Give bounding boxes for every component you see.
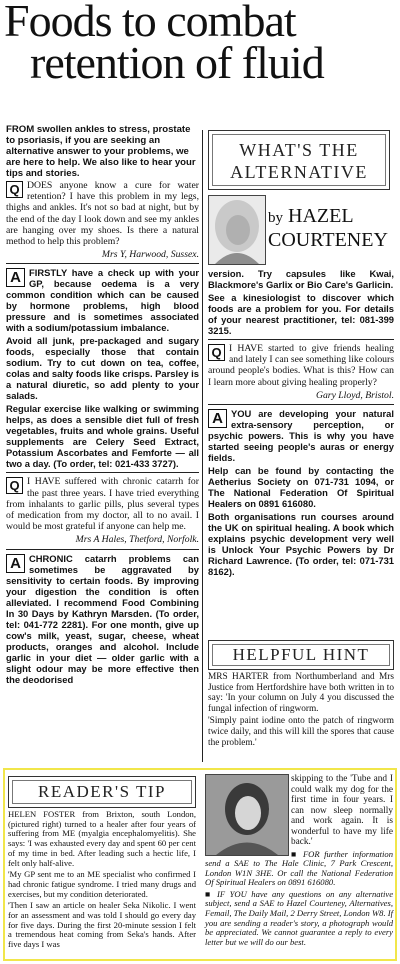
byline-first: HAZEL [288,205,354,227]
answer-3-p1: YOU are developing your natural extra-sensory perception, or psychic powers. This is why you have started seeing people's auras or energy fields. [208,408,394,464]
section-title: WHAT'S THE ALTERNATIVE [230,140,368,182]
helpful-hint-title: HELPFUL HINT [232,645,370,664]
readers-tip-left-p3: 'Then I saw an article on healer Seka Nikolic. I went for an assessment and was told I should go every day for five days. During the first 20-minute session I felt a tremendous heat coming from Seka's hands. After five days I was [8,900,196,950]
answer-2-continued-p2: See a kinesiologist to discover which foods are a problem for you. For details of your nearest practitioner, tel: 081-399 3215. [208,292,394,336]
headline-line-2: retention of fluid [30,37,324,88]
readers-tip-title: READER'S TIP [38,782,166,801]
question-3 [208,343,394,388]
answer-1-p3: Regular exercise like walking or swimming helps, as does a sensible diet full of fresh vegetables, fruits and whole grains. Useful supplements are Celery Seed Extract, Potassium Ascorbates and Femforte — all two a day. (To order, tel: 021-433 3727). [6,403,199,470]
answer-letter: A [208,409,227,428]
readers-tip-right-p3: ■ IF YOU have any questions on any alternative subject, send a SAE to Hazel Courteney, Alternatives, Femail, The Daily Mail, 2 Derry Street, London W8. If you are sending a reader's story, a photograph would be appreciated. We cannot guarantee a reply to every letter but we will do our best. [205,888,394,947]
answer-2-p1: CHRONIC catarrh problems can sometimes be aggravated by sensitivity to certain foods. By improving your digestion the condition is often alleviated. I recommend Food Combining In 30 Days by Kathryn Marsden. (To order, tel: 041-772 2281). For one month, give up cow's milk, yeast, sugar, cheese, wheat products, oranges and alcohol. Include garlic in your diet — older garlic with a slight odour may be more effective then the deodorised [6,552,199,685]
answer-3 [208,408,394,463]
headline-line-1: Foods to combat [4,0,296,46]
answer-1-p1: FIRSTLY have a check up with your GP, because oedema is a very common condition which can be caused by hormone problems, high blood pressure and is sometimes associated with a sodium/potassium imbalance. [6,267,199,334]
byline [268,205,394,251]
author-photo [208,195,266,265]
question-1 [6,180,199,247]
answer-letter: A [6,268,25,287]
question-1-text: DOES anyone know a cure for water retention? I have this problem in my legs, thighs and ankles. It's not so bad at night, but by the end of the day I look down and see my ankles are hanging over my shoes. Is there a natural method to help this problem? [6,180,199,248]
helpful-hint-p2: 'Simply paint iodine onto the patch of ringworm twice daily, and this will kill the spores that cause the problem.' [208,716,394,748]
helpful-hint-banner [208,640,394,670]
question-3-text: I HAVE started to give friends healing and lately I can see something like colours around people's bodies. What is this? How can I learn more about giving healing properly? [208,343,394,388]
byline-prefix: by [268,210,283,226]
readers-tip-left-p1: HELEN FOSTER from Brixton, south London, (pictured right) turned to a healer after four years of suffering from ME (myalgia encephalomyelitis). She says: 'I was exhausted every day and spent 60 per cent of my time in bed. After leading such a hectic life, I felt only half-alive. [8,809,196,868]
question-2-signature: Mrs A Hales, Thetford, Norfolk. [75,534,199,546]
divider [6,549,199,550]
answer-2-continued-p1: version. Try capsules like Kwai, Blackmore's Garlix or Bio Care's Garlicin. [208,268,394,290]
question-2 [6,476,199,532]
question-letter: Q [6,477,23,494]
divider [208,404,394,405]
readers-tip-right-p3-text: IF YOU have any questions on any alternative subject, send a SAE to Hazel Courteney, Alternatives, Femail, The Daily Mail, 2 Derry Street, London W8. If you are sending a reader's story, a photograph would be appreciated. We cannot guarantee a reply to every letter but we will do our best. [205,888,394,947]
author-portrait-icon [209,196,265,264]
readers-tip-left [8,810,196,952]
column-divider [202,130,203,762]
readers-tip-right [205,774,393,949]
helpful-hint [208,672,394,750]
question-letter: Q [208,344,225,361]
divider [208,339,394,340]
section-title-banner [208,130,390,190]
question-letter: Q [6,181,23,198]
readers-tip-right-p2: ■ FOR further information send a SAE to The Hale Clinic, 7 Park Crescent, London W1N 3HE. Or call the National Federation Of Spiritual Healers on 0891 616080. [205,848,393,888]
readers-tip-box [3,768,397,961]
readers-tip-left-p2: 'My GP sent me to an ME specialist who confirmed I had chronic fatigue syndrome. I tried many drugs and exercises, but my condition deteriorated. [8,869,196,899]
readers-tip-right-p2-text: FOR further information send a SAE to The Hale Clinic, 7 Park Crescent, London W1N 3HE. Or call the National Federation Of Spiritual Healers on 0891 616080. [205,848,393,888]
answer-3-p3: Both organisations run courses around the UK on spiritual healing. A book which explains psychic development very well is Unlock Your Psychic Powers by Dr Richard Lawrence. (To order, tel: 071-731 8162). [208,511,394,578]
answer-3-p2: Help can be found by contacting the Aetherius Society on 071-731 1094, or The National Federation Of Spiritual Healers on 0891 616080. [208,465,394,510]
right-column [208,268,394,579]
readers-tip-right-p1: skipping to the 'Tube and I could walk my dog for the first time in four years. I can now sleep normally and work again. It is wonderful to have my life back.' [291,774,393,847]
left-column [6,180,199,687]
question-1-signature: Mrs Y, Harwood, Sussex. [101,249,199,261]
divider [6,472,199,473]
helpful-hint-p1: MRS HARTER from Northumberland and Mrs Justice from Hertfordshire have both written in to say: 'In your column on July 4 you discussed the fungal infection of ringworm. [208,672,394,714]
intro-text: FROM swollen ankles to stress, prostate to psoriasis, if you are seeking an alternative answer to your problems, we are here to help. We also like to hear your tips and stories. [6,124,196,179]
answer-1-p2: Avoid all junk, pre-packaged and sugary foods, especially those that contain sodium. Try to cut down on tea, coffee, colas and salty foods like crisps. Parsley is a natural diuretic, so add plenty to your salads. [6,335,199,402]
photo-spacer [205,774,291,855]
answer-1 [6,267,199,333]
question-3-signature: Gary Lloyd, Bristol. [315,389,394,401]
byline-last: COURTENEY [268,229,388,251]
question-2-text: I HAVE suffered with chronic catarrh for the past three years. I have tried everything from inhalants to garlic pills, plus several types of medication from my doctor, all to no avail. I would be most grateful if anyone can help me. [6,476,199,533]
answer-letter: A [6,554,25,573]
readers-tip-banner [8,776,196,808]
answer-2 [6,553,199,685]
divider [6,263,199,264]
headline [4,0,396,88]
